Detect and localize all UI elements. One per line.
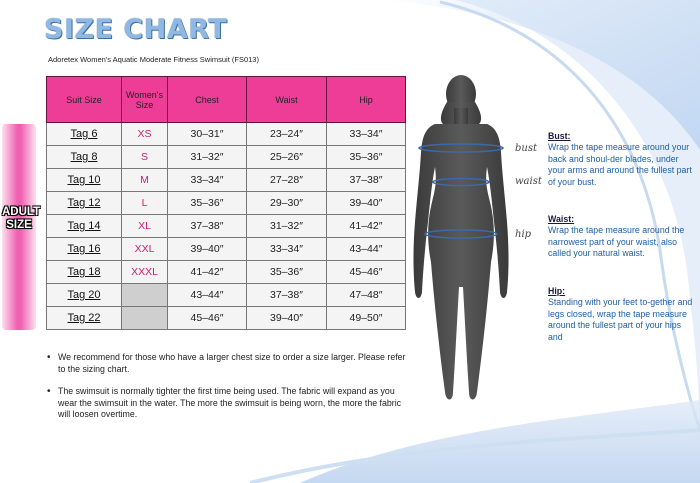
waist-cell: 23–24″ xyxy=(247,123,327,146)
suit-size-cell[interactable]: Tag 8 xyxy=(47,146,122,169)
chest-cell: 35–36″ xyxy=(168,192,247,215)
header-chest: Chest xyxy=(168,77,247,123)
womens-size-cell: XL xyxy=(122,215,168,238)
womens-size-cell-empty xyxy=(122,284,168,307)
womens-size-cell: L xyxy=(122,192,168,215)
womens-size-cell-empty xyxy=(122,307,168,330)
waist-heading: Waist: xyxy=(548,214,575,224)
waist-cell: 33–34″ xyxy=(247,238,327,261)
adult-size-label: ADULT SIZE xyxy=(2,206,41,231)
table-row xyxy=(47,169,406,192)
hip-cell: 33–34″ xyxy=(327,123,406,146)
womens-size-cell: XS xyxy=(122,123,168,146)
hip-description xyxy=(548,286,698,343)
table-header-row xyxy=(47,77,406,123)
suit-size-cell[interactable]: Tag 12 xyxy=(47,192,122,215)
table-row xyxy=(47,215,406,238)
suit-size-cell[interactable]: Tag 16 xyxy=(47,238,122,261)
waist-cell: 35–36″ xyxy=(247,261,327,284)
suit-size-cell[interactable]: Tag 10 xyxy=(47,169,122,192)
hip-cell: 39–40″ xyxy=(327,192,406,215)
chest-cell: 37–38″ xyxy=(168,215,247,238)
waist-label: waist xyxy=(515,176,542,187)
hip-cell: 35–36″ xyxy=(327,146,406,169)
chest-cell: 39–40″ xyxy=(168,238,247,261)
table-row xyxy=(47,238,406,261)
header-waist: Waist xyxy=(247,77,327,123)
size-table xyxy=(46,76,406,330)
waist-cell: 29–30″ xyxy=(247,192,327,215)
table-row xyxy=(47,284,406,307)
hip-label: hip xyxy=(515,229,532,240)
suit-size-cell[interactable]: Tag 22 xyxy=(47,307,122,330)
waist-text: Wrap the tape measure around the narrowest part of your waist, also called your natural waist. xyxy=(548,225,685,259)
chest-cell: 30–31″ xyxy=(168,123,247,146)
chest-cell: 45–46″ xyxy=(168,307,247,330)
chest-cell: 33–34″ xyxy=(168,169,247,192)
note-item: • The swimsuit is normally tighter the first time being used. The fabric will expand as you wear the swimsuit in the water. The more the swimsuit is being worn, the more the fabric will loosen overtime. xyxy=(46,386,406,421)
header-suit-size: Suit Size xyxy=(47,77,122,123)
suit-size-cell[interactable]: Tag 6 xyxy=(47,123,122,146)
waist-cell: 37–38″ xyxy=(247,284,327,307)
womens-size-cell: XXXL xyxy=(122,261,168,284)
header-womens-size: Women's Size xyxy=(122,77,168,123)
product-subtitle: Adoretex Women's Aquatic Moderate Fitness Swimsuit (FS013) xyxy=(48,55,259,64)
body-silhouette xyxy=(395,72,525,412)
page-title: SIZE CHART xyxy=(44,14,228,45)
waist-description xyxy=(548,214,698,260)
hip-cell: 37–38″ xyxy=(327,169,406,192)
hip-text: Standing with your feet to-gether and legs closed, wrap the tape measure around the fullest part of your hips and xyxy=(548,297,693,342)
hip-cell: 47–48″ xyxy=(327,284,406,307)
hip-cell: 41–42″ xyxy=(327,215,406,238)
chest-cell: 31–32″ xyxy=(168,146,247,169)
table-row xyxy=(47,307,406,330)
table-row xyxy=(47,146,406,169)
bust-description xyxy=(548,131,698,188)
bust-text: Wrap the tape measure around your back and shoul-der blades, under your arms and around the fullest part of your bust. xyxy=(548,142,692,187)
chest-cell: 41–42″ xyxy=(168,261,247,284)
suit-size-cell[interactable]: Tag 18 xyxy=(47,261,122,284)
waist-cell: 25–26″ xyxy=(247,146,327,169)
hip-cell: 45–46″ xyxy=(327,261,406,284)
waist-cell: 31–32″ xyxy=(247,215,327,238)
suit-size-cell[interactable]: Tag 20 xyxy=(47,284,122,307)
waist-cell: 27–28″ xyxy=(247,169,327,192)
notes-list xyxy=(46,352,406,432)
chest-cell: 43–44″ xyxy=(168,284,247,307)
header-hip: Hip xyxy=(327,77,406,123)
bust-label: bust xyxy=(515,143,537,154)
womens-size-cell: XXL xyxy=(122,238,168,261)
waist-cell: 39–40″ xyxy=(247,307,327,330)
table-row xyxy=(47,192,406,215)
note-item: • We recommend for those who have a larger chest size to order a size larger. Please refer to the sizing chart. xyxy=(46,352,406,375)
suit-size-cell[interactable]: Tag 14 xyxy=(47,215,122,238)
table-row xyxy=(47,123,406,146)
adult-size-banner xyxy=(2,124,41,330)
hip-heading: Hip: xyxy=(548,286,566,296)
table-row xyxy=(47,261,406,284)
womens-size-cell: M xyxy=(122,169,168,192)
womens-size-cell: S xyxy=(122,146,168,169)
hip-cell: 43–44″ xyxy=(327,238,406,261)
hip-cell: 49–50″ xyxy=(327,307,406,330)
bust-heading: Bust: xyxy=(548,131,571,141)
